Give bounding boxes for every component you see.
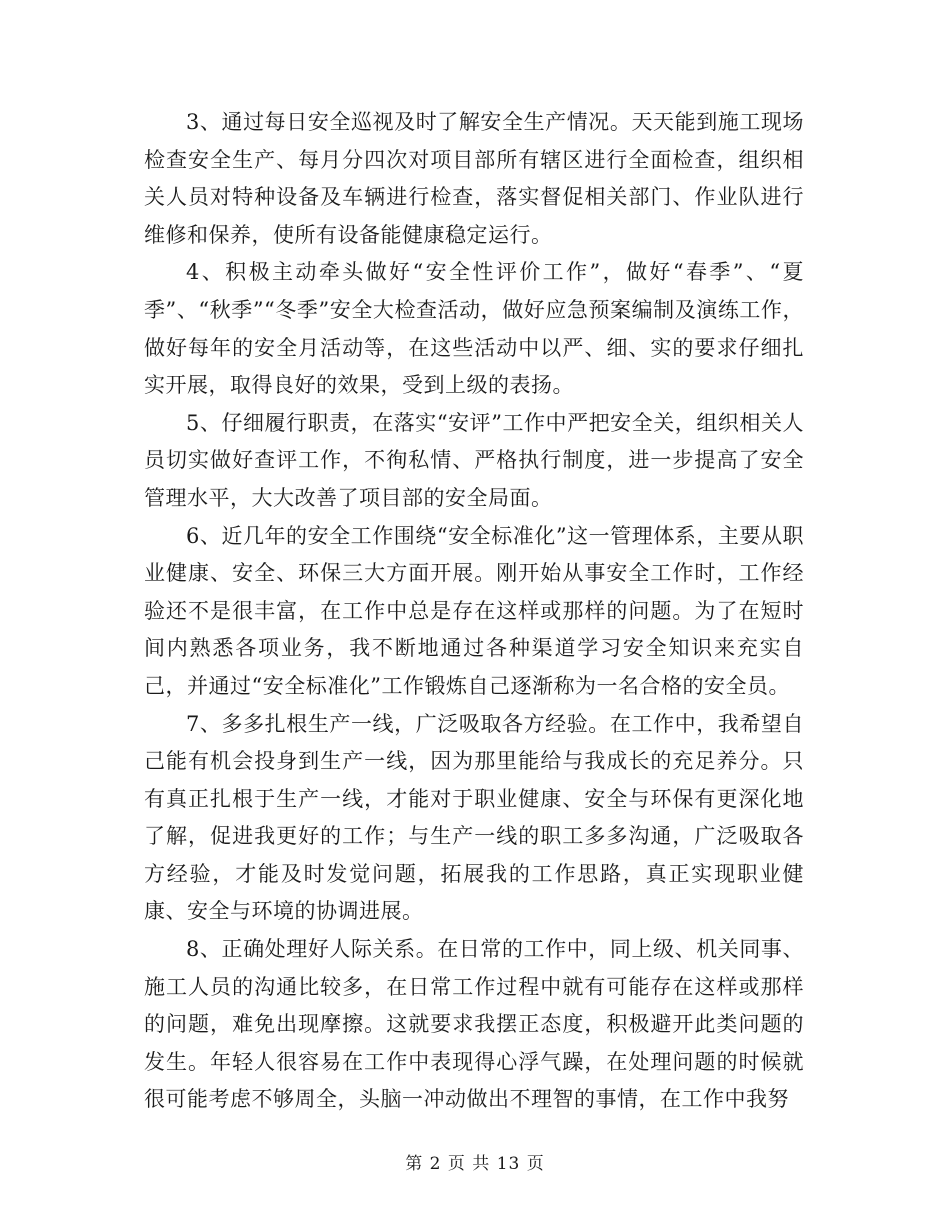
- document-body: [144, 104, 804, 1119]
- paragraph-item-4: 4、积极主动牵头做好“安全性评价工作”，做好“春季”、“夏季”、“秋季”“冬季”安全大检查活动，做好应急预案编制及演练工作，做好每年的安全月活动等，在这些活动中以严、细、实的要求仔细扎实开展，取得良好的效果，受到上级的表扬。: [144, 260, 804, 398]
- page-number-footer: 第 2 页 共 13 页: [405, 1154, 545, 1174]
- paragraph-item-6: 6、近几年的安全工作围绕“安全标准化”这一管理体系，主要从职业健康、安全、环保三大方面开展。刚开始从事安全工作时，工作经验还不是很丰富，在工作中总是存在这样或那样的问题。为了在短时间内熟悉各项业务，我不断地通过各种渠道学习安全知识来充实自己，并通过“安全标准化”工作锻炼自己逐渐称为一名合格的安全员。: [144, 523, 804, 698]
- paragraph-item-5: 5、仔细履行职责，在落实“安评”工作中严把安全关，组织相关人员切实做好查评工作，不徇私情、严格执行制度，进一步提高了安全管理水平，大大改善了项目部的安全局面。: [144, 410, 804, 510]
- paragraph-item-7: 7、多多扎根生产一线，广泛吸取各方经验。在工作中，我希望自己能有机会投身到生产一线，因为那里能给与我成长的充足养分。只有真正扎根于生产一线，才能对于职业健康、安全与环保有更深化地了解，促进我更好的工作；与生产一线的职工多多沟通，广泛吸取各方经验，才能及时发觉问题，拓展我的工作思路，真正实现职业健康、安全与环境的协调进展。: [144, 711, 804, 924]
- paragraph-item-8: 8、正确处理好人际关系。在日常的工作中，同上级、机关同事、施工人员的沟通比较多，在日常工作过程中就有可能存在这样或那样的问题，难免出现摩擦。这就要求我摆正态度，积极避开此类问题的发生。年轻人很容易在工作中表现得心浮气躁，在处理问题的时候就很可能考虑不够周全，头脑一冲动做出不理智的事情，在工作中我努: [144, 937, 804, 1112]
- paragraph-item-3: 3、通过每日安全巡视及时了解安全生产情况。天天能到施工现场检查安全生产、每月分四次对项目部所有辖区进行全面检查，组织相关人员对特种设备及车辆进行检查，落实督促相关部门、作业队进行维修和保养，使所有设备能健康稳定运行。: [144, 110, 804, 247]
